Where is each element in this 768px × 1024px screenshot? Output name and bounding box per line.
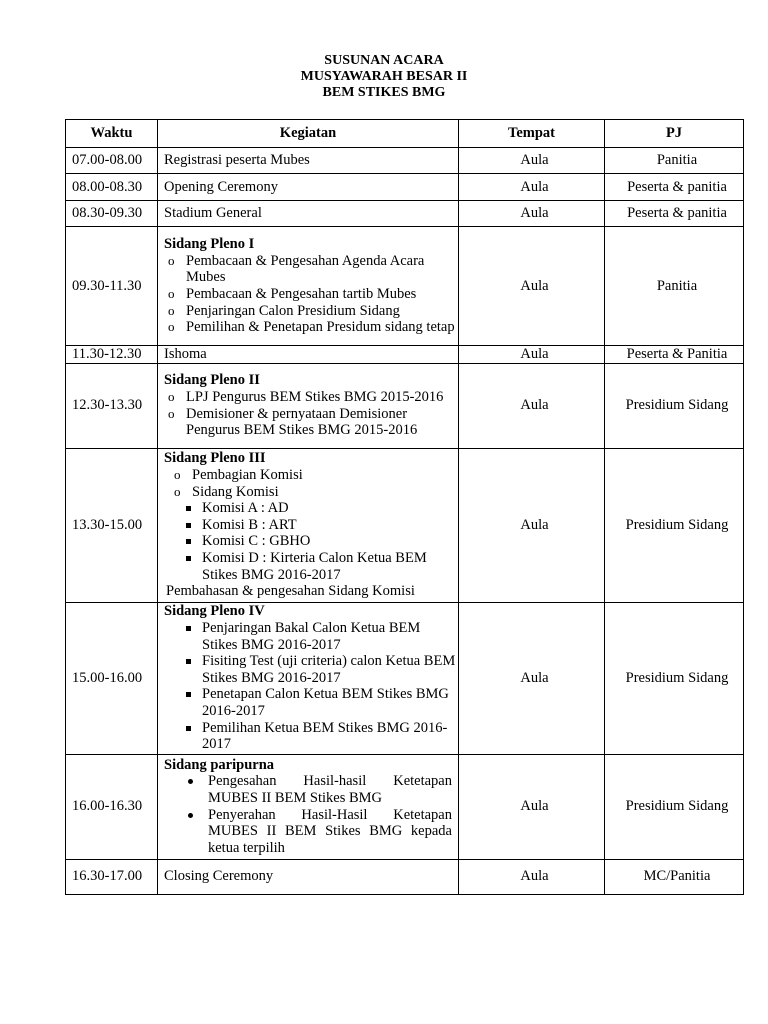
cell-pj: Panitia — [605, 148, 744, 174]
session-heading: Sidang Pleno I — [164, 236, 255, 253]
agenda-list — [170, 467, 458, 500]
table-row — [66, 754, 744, 859]
list-item: Pemilihan Ketua BEM Stikes BMG 2016-2017 — [184, 720, 458, 753]
cell-kegiatan: Opening Ceremony — [158, 174, 459, 201]
table-row — [66, 227, 744, 346]
cell-pj: Peserta & panitia — [605, 174, 744, 201]
table-row — [66, 448, 744, 602]
cell-pj: Presidium Sidang — [605, 448, 744, 602]
list-item: o LPJ Pengurus BEM Stikes BMG 2015-2016 — [168, 389, 458, 406]
cell-waktu: 16.30-17.00 — [66, 859, 158, 894]
cell-waktu: 15.00-16.00 — [66, 602, 158, 754]
cell-kegiatan — [158, 602, 459, 754]
table-row — [66, 148, 744, 174]
title-line-3: BEM STIKES BMG — [322, 85, 446, 100]
table-header-row — [66, 120, 744, 148]
session-heading: Sidang Pleno III — [164, 450, 266, 467]
cell-tempat: Aula — [459, 174, 605, 201]
cell-kegiatan — [158, 363, 459, 448]
header-tempat: Tempat — [459, 120, 605, 148]
cell-pj: Presidium Sidang — [605, 754, 744, 859]
list-item: o Pembacaan & Pengesahan Agenda Acara Mubes — [168, 253, 458, 286]
cell-waktu: 13.30-15.00 — [66, 448, 158, 602]
cell-waktu: 12.30-13.30 — [66, 363, 158, 448]
table-row — [66, 201, 744, 227]
list-item: o Sidang Komisi — [174, 484, 458, 501]
agenda-list — [164, 253, 458, 336]
cell-kegiatan — [158, 227, 459, 346]
list-item: Fisiting Test (uji criteria) calon Ketua BEM Stikes BMG 2016-2017 — [184, 653, 458, 686]
header-waktu: Waktu — [66, 120, 158, 148]
cell-waktu: 08.30-09.30 — [66, 201, 158, 227]
cell-tempat: Aula — [459, 363, 605, 448]
list-item: Penyerahan Hasil-Hasil Ketetapan MUBES II BEM Stikes BMG kepada ketua terpilih — [186, 807, 452, 857]
title-line-1: SUSUNAN ACARA — [324, 53, 444, 68]
table-row — [66, 859, 744, 894]
document-title — [0, 53, 768, 101]
cell-waktu: 08.00-08.30 — [66, 174, 158, 201]
list-item: o Pembacaan & Pengesahan tartib Mubes — [168, 286, 458, 303]
schedule-table — [65, 119, 744, 895]
cell-kegiatan: Registrasi peserta Mubes — [158, 148, 459, 174]
agenda-list — [164, 620, 458, 753]
header-kegiatan: Kegiatan — [158, 120, 459, 148]
list-item: Pengesahan Hasil-hasil Ketetapan MUBES II BEM Stikes BMG — [186, 773, 452, 806]
commission-list — [164, 500, 458, 583]
header-pj: PJ — [605, 120, 744, 148]
table-row — [66, 602, 744, 754]
title-line-2: MUSYAWARAH BESAR II — [300, 69, 468, 84]
session-heading: Sidang Pleno IV — [164, 603, 265, 620]
session-heading: Sidang paripurna — [164, 756, 275, 773]
cell-pj: Presidium Sidang — [605, 363, 744, 448]
session-footer: Pembahasan & pengesahan Sidang Komisi — [166, 583, 415, 600]
cell-pj: Peserta & panitia — [605, 201, 744, 227]
cell-kegiatan: Closing Ceremony — [158, 859, 459, 894]
list-item: o Pembagian Komisi — [174, 467, 458, 484]
cell-waktu: 16.00-16.30 — [66, 754, 158, 859]
table-row — [66, 346, 744, 364]
cell-pj: Presidium Sidang — [605, 602, 744, 754]
list-item: Penetapan Calon Ketua BEM Stikes BMG 2016-2017 — [184, 686, 458, 719]
list-item: Komisi D : Kirteria Calon Ketua BEM Stikes BMG 2016-2017 — [184, 550, 458, 583]
list-item: o Pemilihan & Penetapan Presidum sidang tetap — [168, 319, 458, 336]
cell-tempat: Aula — [459, 859, 605, 894]
list-item: o Demisioner & pernyataan Demisioner Pengurus BEM Stikes BMG 2015-2016 — [168, 406, 458, 439]
list-item: Komisi B : ART — [184, 517, 458, 534]
cell-tempat: Aula — [459, 346, 605, 364]
cell-kegiatan — [158, 754, 459, 859]
cell-kegiatan: Ishoma — [158, 346, 459, 364]
cell-waktu: 11.30-12.30 — [66, 346, 158, 364]
cell-waktu: 07.00-08.00 — [66, 148, 158, 174]
list-item: Komisi C : GBHO — [184, 533, 458, 550]
list-item: o Penjaringan Calon Presidium Sidang — [168, 303, 458, 320]
table-row — [66, 174, 744, 201]
cell-tempat: Aula — [459, 602, 605, 754]
session-heading: Sidang Pleno II — [164, 372, 260, 389]
list-item: Penjaringan Bakal Calon Ketua BEM Stikes BMG 2016-2017 — [184, 620, 458, 653]
cell-kegiatan: Stadium General — [158, 201, 459, 227]
cell-tempat: Aula — [459, 448, 605, 602]
cell-waktu: 09.30-11.30 — [66, 227, 158, 346]
cell-kegiatan — [158, 448, 459, 602]
cell-tempat: Aula — [459, 148, 605, 174]
agenda-list — [164, 389, 458, 439]
cell-pj: Peserta & Panitia — [605, 346, 744, 364]
cell-tempat: Aula — [459, 227, 605, 346]
list-item: Komisi A : AD — [184, 500, 458, 517]
cell-tempat: Aula — [459, 201, 605, 227]
cell-pj: MC/Panitia — [605, 859, 744, 894]
table-row — [66, 363, 744, 448]
agenda-list — [164, 773, 452, 856]
cell-pj: Panitia — [605, 227, 744, 346]
cell-tempat: Aula — [459, 754, 605, 859]
